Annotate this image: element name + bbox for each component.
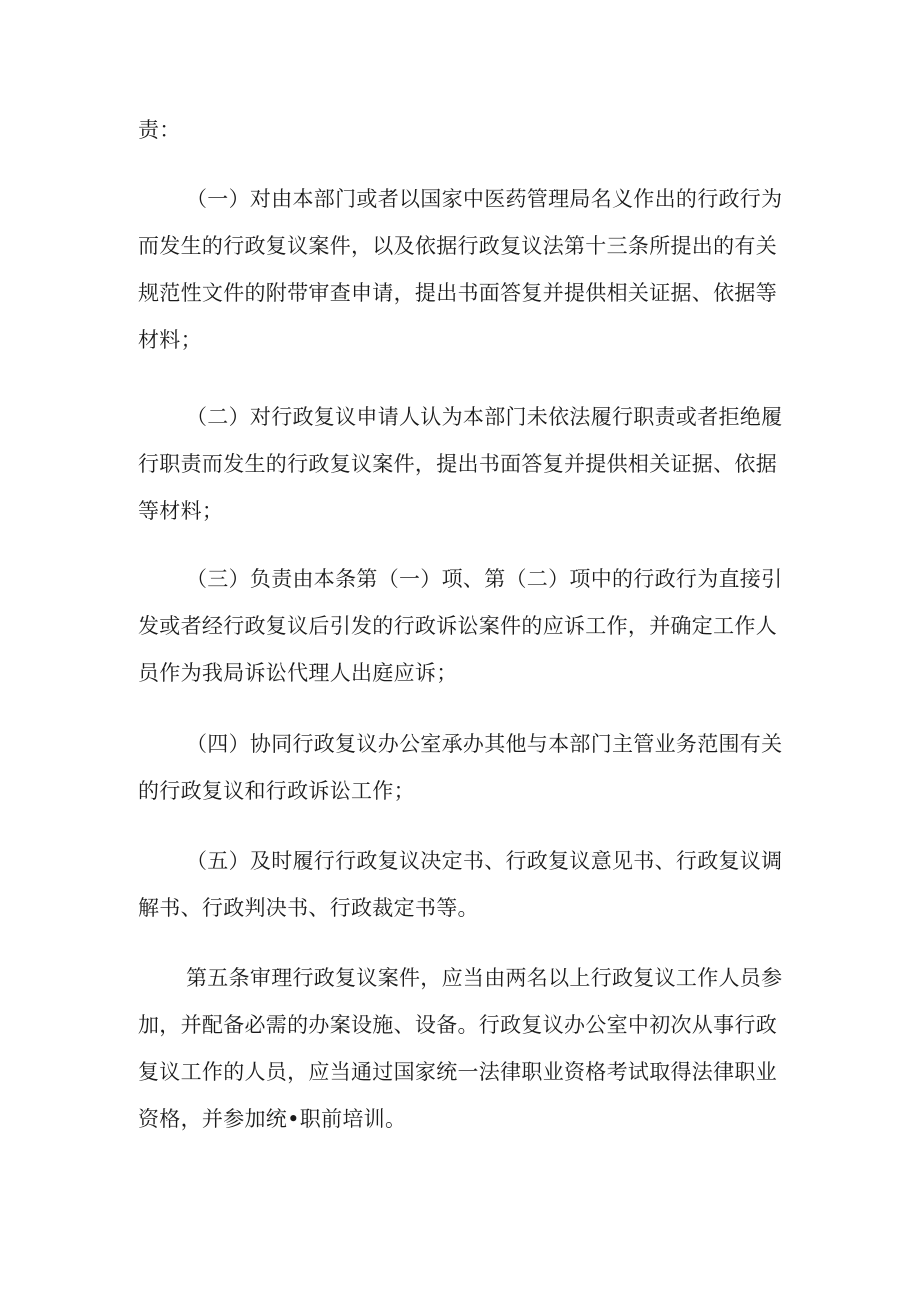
text-line: 而发生的行政复议案件，以及依据行政复议法第十三条所提出的有关 [138, 234, 777, 258]
paragraph-item-2 [138, 394, 798, 535]
text-line: 复议工作的人员，应当通过国家统一法律职业资格考试取得法律职业 [138, 1060, 777, 1084]
text-line: （四）协同行政复议办公室承办其他与本部门主管业务范围有关 [186, 732, 783, 756]
text-line: 的行政复议和行政诉讼工作； [138, 779, 415, 803]
text-line: （一）对由本部门或者以国家中医药管理局名义作出的行政行为 [186, 187, 783, 211]
text-line: 等材料； [138, 499, 224, 523]
paragraph-item-1 [138, 176, 798, 364]
text-line: 第五条审理行政复议案件，应当由两名以上行政复议工作人员参 [186, 966, 783, 990]
text-line: （三）负责由本条第（一）项、第（二）项中的行政行为直接引 [186, 567, 783, 591]
text-line: 材料； [138, 328, 202, 352]
text-line: （五）及时履行行政复议决定书、行政复议意见书、行政复议调 [186, 849, 783, 873]
paragraph-item-5 [138, 838, 798, 932]
text-line: （二）对行政复议申请人认为本部门未依法履行职责或者拒绝履 [186, 405, 783, 429]
paragraph-article-5 [138, 955, 798, 1143]
text-line: 资格，并参加统•职前培训。 [138, 1107, 407, 1131]
text-line: 责： [138, 118, 181, 142]
text-line: 行职责而发生的行政复议案件，提出书面答复并提供相关证据、依据 [138, 452, 777, 476]
paragraph-item-4 [138, 721, 798, 815]
text-line: 加，并配备必需的办案设施、设备。行政复议办公室中初次从事行政 [138, 1013, 777, 1037]
text-line: 规范性文件的附带审查申请，提出书面答复并提供相关证据、依据等 [138, 281, 777, 305]
text-line: 解书、行政判决书、行政裁定书等。 [138, 896, 479, 920]
text-line: 发或者经行政复议后引发的行政诉讼案件的应诉工作，并确定工作人 [138, 614, 777, 638]
text-line: 员作为我局诉讼代理人出庭应诉； [138, 661, 458, 685]
paragraph-item-3 [138, 556, 798, 697]
paragraph-duty-continuation [138, 107, 798, 154]
